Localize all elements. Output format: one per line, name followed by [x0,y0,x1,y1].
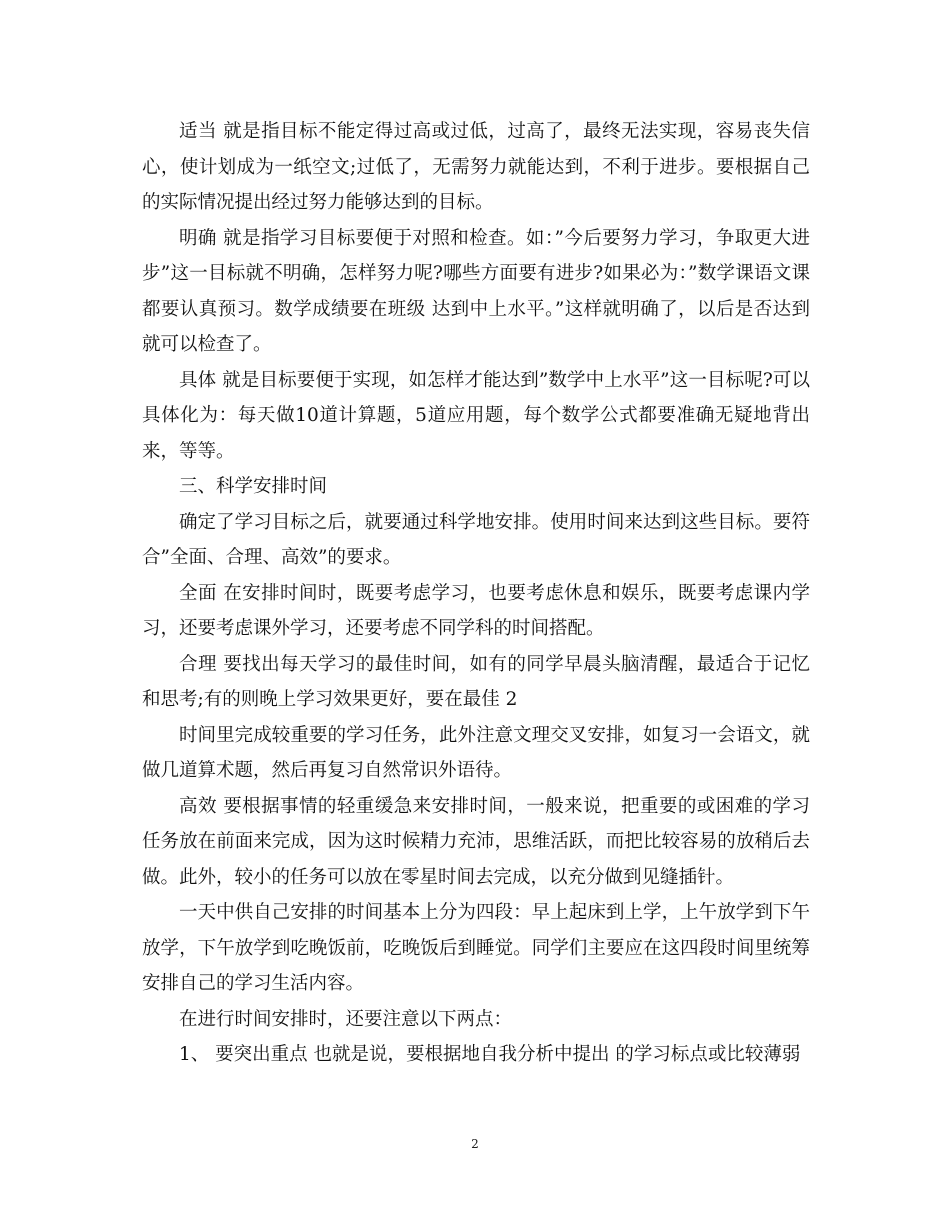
page-number: 2 [471,1137,479,1151]
paragraph-goal-appropriate: 适当 就是指目标不能定得过高或过低，过高了，最终无法实现，容易丧失信心，使计划成为一纸空文;过低了，无需努力就能达到，不利于进步。要根据自己的实际情况提出经过努力能够达到的目标。 [142,121,810,213]
paragraph-schedule-reasonable: 合理 要找出每天学习的最佳时间，如有的同学早晨头脑清醒，最适合于记忆和思考;有的则晚上学习效果更好，要在最佳 2 [142,653,810,710]
paragraph-schedule-reasonable-continued: 时间里完成较重要的学习任务，此外注意文理交叉安排，如复习一会语文，就做几道算术题，然后再复习自然常识外语待。 [142,724,810,781]
paragraph-schedule-comprehensive: 全面 在安排时间时，既要考虑学习，也要考虑休息和娱乐，既要考虑课内学习，还要考虑课外学习，还要考虑不同学科的时间搭配。 [142,582,810,639]
paragraph-schedule-efficient: 高效 要根据事情的轻重缓急来安排时间，一般来说，把重要的或困难的学习任务放在前面来完成，因为这时候精力充沛，思维活跃，而把比较容易的放稍后去做。此外，较小的任务可以放在零星时间去完成，以充分做到见缝插针。 [142,795,810,888]
paragraph-goal-clear: 明确 就是指学习目标要便于对照和检查。如：”今后要努力学习，争取更大进步”这一目标就不明确，怎样努力呢?哪些方面要有进步?如果必为：”数学课语文课都要认真预习。数学成绩要在班级 达到中上水平。”这样就明确了，以后是否达到就可以检查了。 [142,227,810,355]
section-heading-schedule-time: 三、科学安排时间 [179,476,328,497]
paragraph-two-points-intro: 在进行时间安排时，还要注意以下两点： [179,1008,513,1030]
document-body [142,114,810,1073]
paragraph-goal-specific: 具体 就是目标要便于实现，如怎样才能达到”数学中上水平”这一目标呢?可以具体化为：每天做10道计算题，5道应用题，每个数学公式都要准确无疑地背出来，等等。 [142,369,810,462]
paragraph-point-one: 1、 要突出重点 也就是说，要根据地自我分析中提出 的学习标点或比较薄弱 [179,1044,801,1065]
paragraph-daily-time-segments: 一天中供自己安排的时间基本上分为四段：早上起床到上学，上午放学到下午放学，下午放学到吃晚饭前，吃晚饭后到睡觉。同学们主要应在这四段时间里统筹安排自己的学习生活内容。 [142,902,810,994]
paragraph-schedule-intro: 确定了学习目标之后，就要通过科学地安排。使用时间来达到这些目标。要符合”全面、合理、高效”的要求。 [142,511,810,568]
